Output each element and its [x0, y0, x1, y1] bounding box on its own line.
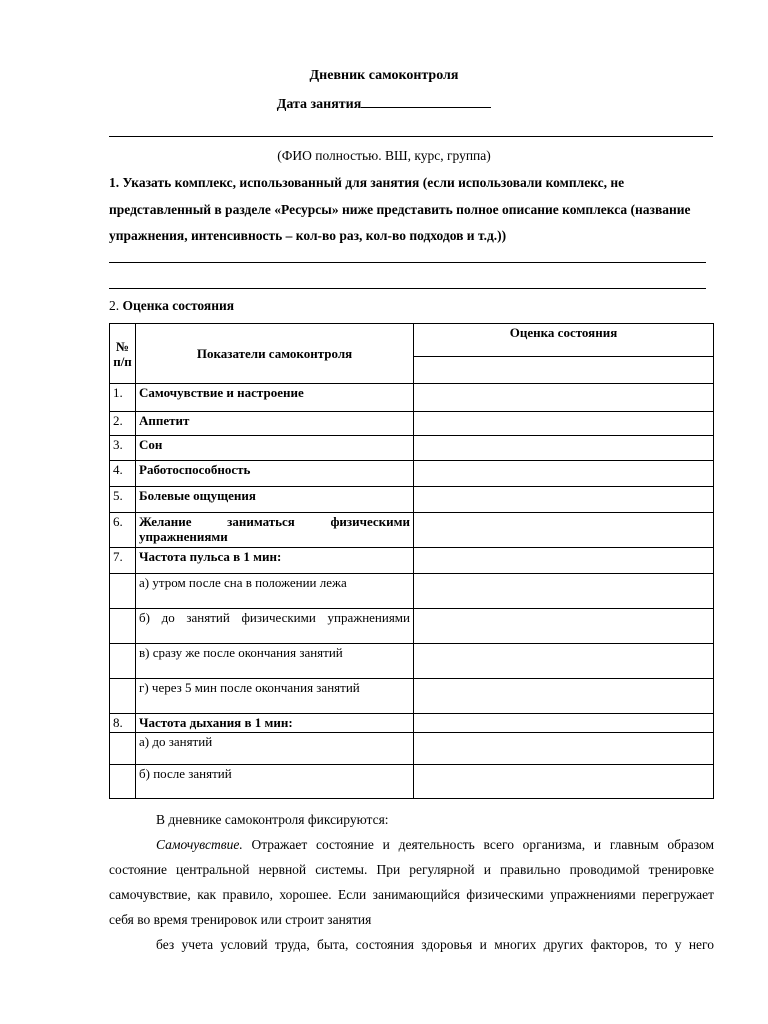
wellbeing-last-line: без учета условий труда, быта, состояния здоровья и многих других факторов, то у него — [156, 937, 714, 952]
row-indicator: Работоспособность — [136, 461, 414, 487]
row-indicator: г) через 5 мин после окончания занятий — [136, 679, 414, 714]
table-row — [110, 548, 714, 574]
row-assessment-cell[interactable] — [414, 609, 714, 644]
table-row — [110, 384, 714, 412]
row-number — [110, 574, 136, 609]
row-indicator: б) до занятий физическими упражнениями — [136, 609, 414, 644]
row-assessment-cell[interactable] — [414, 436, 714, 461]
header-num: № п/п — [110, 324, 136, 384]
table-row — [110, 436, 714, 461]
table-row — [110, 574, 714, 609]
row-assessment-cell[interactable] — [414, 574, 714, 609]
row-assessment-cell[interactable] — [414, 487, 714, 513]
table-row — [110, 679, 714, 714]
table-row — [110, 412, 714, 436]
row-indicator: Желание заниматься физическими упражнениями — [136, 513, 414, 548]
row-number — [110, 609, 136, 644]
row-assessment-cell[interactable] — [414, 461, 714, 487]
answer-line-1[interactable] — [109, 262, 706, 263]
fio-underline — [109, 136, 713, 137]
wellbeing-term: Самочувствие. — [156, 837, 243, 852]
row-assessment-cell[interactable] — [414, 548, 714, 574]
table-row — [110, 644, 714, 679]
wellbeing-paragraph — [109, 832, 714, 957]
task-1-text: 1. Указать комплекс, использованный для занятия (если использовали комплекс, не представленный в разделе «Ресурсы» ниже представить полное описание комплекса (название упражнения, интенсивность – кол-во раз, кол-во подходов и т.д.)) — [109, 175, 691, 243]
row-indicator: Болевые ощущения — [136, 487, 414, 513]
answer-line-2[interactable] — [109, 288, 706, 289]
row-number: 1. — [110, 384, 136, 412]
diary-intro: В дневнике самоконтроля фиксируются: — [156, 812, 389, 827]
date-blank-field[interactable] — [361, 95, 491, 108]
row-indicator: а) до занятий — [136, 733, 414, 765]
row-indicator: в) сразу же после окончания занятий — [136, 644, 414, 679]
row-assessment-cell[interactable] — [414, 733, 714, 765]
self-control-table — [109, 323, 714, 799]
header-assessment: Оценка состояния — [414, 324, 714, 357]
table-row — [110, 487, 714, 513]
row-indicator: Сон — [136, 436, 414, 461]
row-number: 5. — [110, 487, 136, 513]
date-line — [0, 95, 768, 113]
row-assessment-cell[interactable] — [414, 644, 714, 679]
table-row — [110, 461, 714, 487]
row-number — [110, 733, 136, 765]
table-row — [110, 513, 714, 548]
row-assessment-cell[interactable] — [414, 384, 714, 412]
wellbeing-text: Отражает состояние и деятельность всего организма, и главным образом состояние центральной нервной системы. При регулярной и правильно проводимой тренировке самочувствие, как правило, хорошее. Если занимающийся физическими упражнениями перегружает себя во время тренировок или строит занятия — [109, 837, 715, 927]
row-indicator: Аппетит — [136, 412, 414, 436]
row-number: 2. — [110, 412, 136, 436]
header-indicators: Показатели самоконтроля — [136, 324, 414, 384]
row-number: 6. — [110, 513, 136, 548]
row-number: 7. — [110, 548, 136, 574]
row-number — [110, 765, 136, 799]
table-row — [110, 714, 714, 733]
table-row — [110, 765, 714, 799]
row-indicator: Частота дыхания в 1 мин: — [136, 714, 414, 733]
row-assessment-cell[interactable] — [414, 714, 714, 733]
section-2-heading — [109, 298, 234, 314]
row-indicator: б) после занятий — [136, 765, 414, 799]
section-2-title: Оценка состояния — [122, 298, 235, 313]
row-assessment-cell[interactable] — [414, 412, 714, 436]
row-indicator: Самочувствие и настроение — [136, 384, 414, 412]
row-indicator: а) утром после сна в положении лежа — [136, 574, 414, 609]
row-number: 4. — [110, 461, 136, 487]
section-2-number: 2. — [109, 298, 120, 313]
row-assessment-cell[interactable] — [414, 679, 714, 714]
header-assessment-sub[interactable] — [414, 357, 714, 384]
row-number — [110, 679, 136, 714]
row-assessment-cell[interactable] — [414, 513, 714, 548]
row-number — [110, 644, 136, 679]
fio-caption: (ФИО полностью. ВШ, курс, группа) — [277, 148, 491, 163]
row-indicator: Частота пульса в 1 мин: — [136, 548, 414, 574]
row-number: 3. — [110, 436, 136, 461]
table-row — [110, 733, 714, 765]
table-row — [110, 609, 714, 644]
row-number: 8. — [110, 714, 136, 733]
row-assessment-cell[interactable] — [414, 765, 714, 799]
date-label: Дата занятия — [276, 97, 362, 112]
document-title: Дневник самоконтроля — [309, 68, 459, 83]
